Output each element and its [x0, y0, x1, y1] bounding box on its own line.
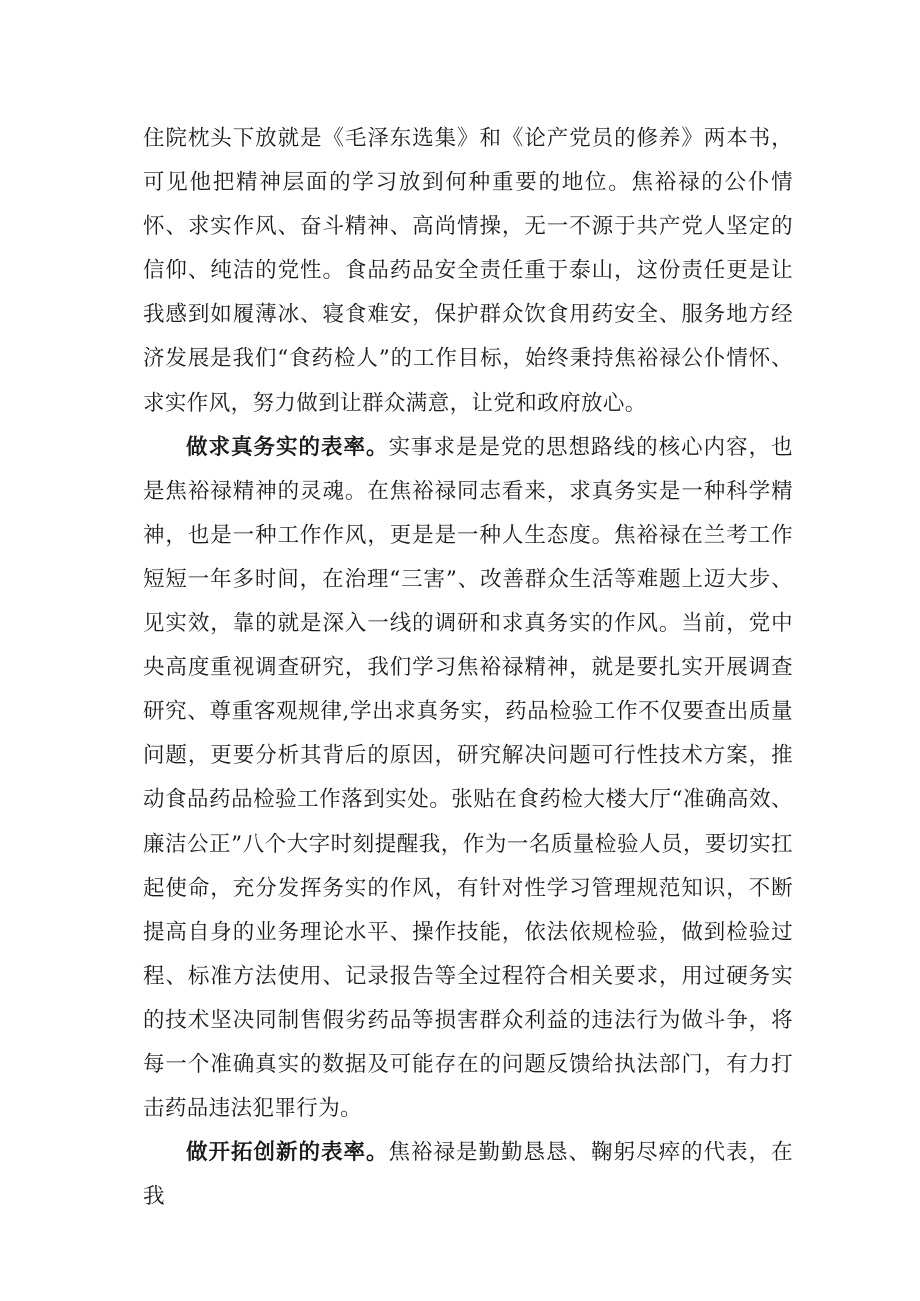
paragraph-heading: 做求真务实的表率。	[186, 434, 389, 460]
paragraph-continuation	[143, 117, 793, 426]
document-body	[143, 117, 793, 1219]
paragraph-practical-model	[143, 426, 793, 1132]
paragraph-innovation-model	[143, 1131, 793, 1219]
paragraph-text: 焦裕禄是勤勤恳恳、鞠躬尽瘁的代表，在我	[143, 1140, 793, 1210]
paragraph-text: 住院枕头下放就是《毛泽东选集》和《论产党员的修养》两本书，可见他把精神层面的学习放到何种重要的地位。焦裕禄的公仆情怀、求实作风、奋斗精神、高尚情操，无一不源于共产党人坚定的信仰、纯洁的党性。食品药品安全责任重于泰山，这份责任更是让我感到如履薄冰、寝食难安，保护群众饮食用药安全、服务地方经济发展是我们“食药检人”的工作目标，始终秉持焦裕禄公仆情怀、求实作风，努力做到让群众满意，让党和政府放心。	[143, 126, 793, 416]
paragraph-text: 实事求是是党的思想路线的核心内容，也是焦裕禄精神的灵魂。在焦裕禄同志看来，求真务实是一种科学精神，也是一种工作作风，更是是一种人生态度。焦裕禄在兰考工作短短一年多时间，在治理“三害”、改善群众生活等难题上迈大步、见实效，靠的就是深入一线的调研和求真务实的作风。当前，党中央高度重视调查研究，我们学习焦裕禄精神，就是要扎实开展调查研究、尊重客观规律,学出求真务实，药品检验工作不仅要查出质量问题，更要分析其背后的原因，研究解决问题可行性技术方案，推动食品药品检验工作落到实处。张贴在食药检大楼大厅“准确高效、廉洁公正”八个大字时刻提醒我，作为一名质量检验人员，要切实扛起使命，充分发挥务实的作风，有针对性学习管理规范知识，不断提高自身的业务理论水平、操作技能，依法依规检验，做到检验过程、标准方法使用、记录报告等全过程符合相关要求，用过硬务实的技术坚决同制售假劣药品等损害群众利益的违法行为做斗争，将每一个准确真实的数据及可能存在的问题反馈给执法部门，有力打击药品违法犯罪行为。	[143, 434, 793, 1122]
paragraph-heading: 做开拓创新的表率。	[186, 1140, 389, 1166]
